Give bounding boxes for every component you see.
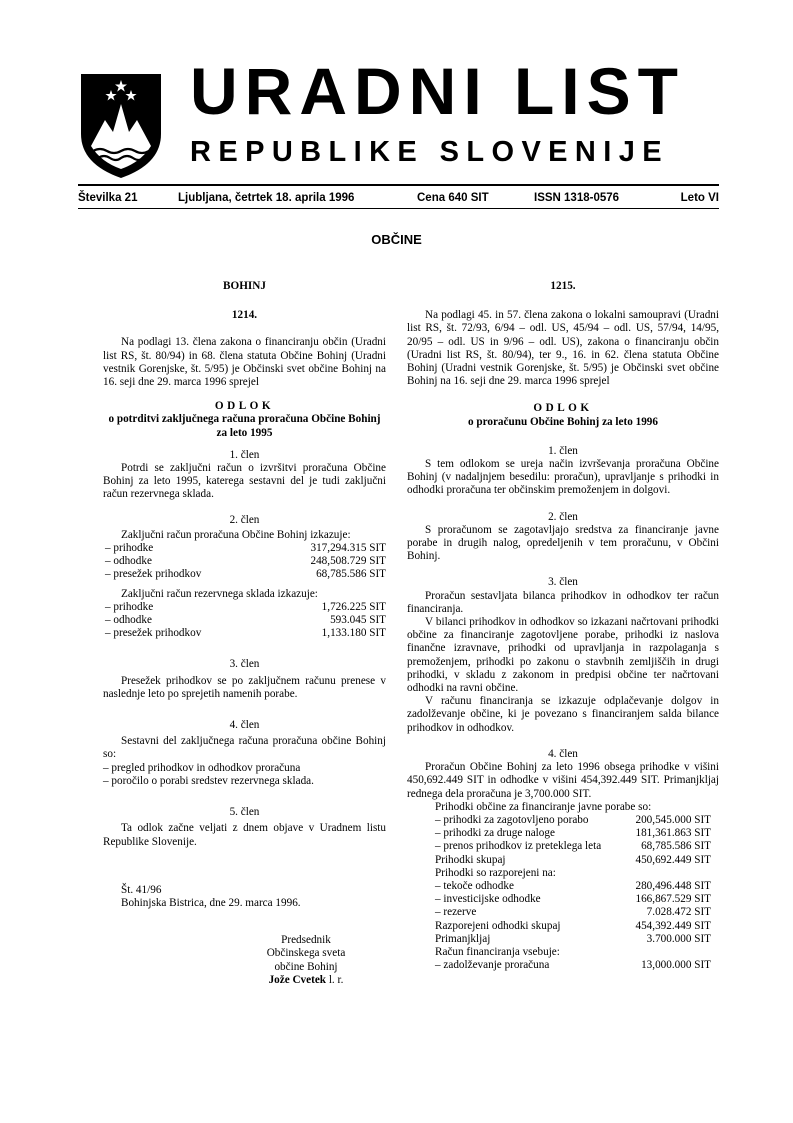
table-caption: Prihodki občine za financiranje javne porabe so: bbox=[435, 800, 652, 813]
odlok-title: ODLOK bbox=[533, 402, 593, 415]
reference-place-date: Bohinjska Bistrica, dne 29. marca 1996. bbox=[121, 896, 301, 909]
article-text: V računu financiranja se izkazuje odplačevanje dolgov in zadolževanje občine, ki je povezano s financiranjem salda bilance prihodkov in odhodkov. bbox=[407, 695, 719, 734]
table-caption: Račun financiranja vsebuje: bbox=[435, 945, 560, 958]
article-text: Sestavni del zaključnega računa proračuna občine Bohinj so: bbox=[103, 735, 386, 761]
table-row: – odhodke 593.045 SIT bbox=[105, 614, 386, 627]
article-heading: 5. člen bbox=[229, 806, 260, 819]
signature-role: občine Bohinj bbox=[274, 960, 338, 973]
issue-place-date: Ljubljana, četrtek 18. aprila 1996 bbox=[178, 192, 355, 204]
list-item: – poročilo o porabi sredstev rezervnega sklada. bbox=[103, 774, 314, 787]
issue-year: Leto VI bbox=[680, 192, 719, 204]
signature-role: Predsednik bbox=[281, 934, 331, 947]
article-text: S proračunom se zagotavljajo sredstva za financiranje javne porabe in drugih nalog, opredeljenih v tem proračunu, v Občini Bohinj. bbox=[407, 523, 719, 563]
table-row: – prenos prihodkov iz preteklega leta 68,785.586 SIT bbox=[435, 840, 711, 853]
issue-price: Cena 640 SIT bbox=[417, 192, 489, 204]
section-title: OBČINE bbox=[371, 232, 422, 247]
article-heading: 3. člen bbox=[229, 658, 260, 671]
article-text: V bilanci prihodkov in odhodkov so izkazani načrtovani prihodki občine za financiranje zagotovljene porabe, prihodki iz naslova finančne izravnave, prihodki od upravljanja in razpolaganja s premoženjem, prihodki po zakonu o stavbnih zemljiščih in drugi prihodki, v skladu z zakonom in predpisi občine ter načrtovani odhodki na ravni občine. bbox=[407, 616, 719, 695]
signature-block bbox=[223, 934, 389, 987]
right-column bbox=[407, 280, 719, 972]
signature-name: Jože Cvetek l. r. bbox=[268, 973, 344, 986]
article-heading: 1. člen bbox=[229, 448, 260, 461]
table-row: – presežek prihodkov 68,785.586 SIT bbox=[105, 568, 386, 581]
table-row: – prihodke 1,726.225 SIT bbox=[105, 600, 386, 613]
budget-table bbox=[407, 801, 719, 973]
article-text: S tem odlokom se ureja način izvrševanja proračuna Občine Bohinj (v nadaljnjem besedilu: proračun), upravljanje s prihodki in odhodki proračuna ter občinskim premoženjem in dolgovi. bbox=[407, 458, 719, 497]
article-text: Proračun Občine Bohinj za leto 1996 obsega prihodke v višini 450,692.449 SIT in odhodke v višini 454,392.449 SIT. Primanjkljaj rednega dela proračuna je 3,700.000 SIT. bbox=[407, 761, 719, 800]
meta-rule bbox=[78, 208, 719, 209]
table-row: – prihodke 317,294.315 SIT bbox=[105, 542, 386, 555]
odlok-title: ODLOK bbox=[214, 400, 275, 413]
article-heading: 1. člen bbox=[548, 444, 578, 457]
municipality-heading: BOHINJ bbox=[223, 280, 266, 292]
preamble: Na podlagi 13. člena zakona o financiranju občin (Uradni list RS, št. 80/94) in 68. člena statuta Občine Bohinj (Uradni vestnik Gorenjske, št. 5/95) je Občinski svet občine Bohinj na 16. seji dne 29. marca 1996 sprejel bbox=[103, 336, 386, 389]
amount-table bbox=[103, 542, 386, 582]
reference-number: Št. 41/96 bbox=[121, 883, 162, 896]
table-row: – prihodki za druge naloge 181,361.863 SIT bbox=[435, 827, 711, 840]
article-text: Potrdi se zaključni račun o izvršitvi proračuna Občine Bohinj za leto 1995, katerega sestavni del je tudi zaključni račun rezervnega sklada. bbox=[103, 462, 386, 501]
table-row: – zadolževanje proračuna 13,000.000 SIT bbox=[435, 959, 711, 972]
article-heading: 2. člen bbox=[548, 510, 578, 523]
article-text: Ta odlok začne veljati z dnem objave v Uradnem listu Republike Slovenije. bbox=[103, 822, 386, 848]
document-number: 1215. bbox=[550, 280, 576, 292]
issue-number: Številka 21 bbox=[78, 192, 138, 204]
article-text: Presežek prihodkov se po zaključnem računu prenese v naslednje leto po sprejetih namenih porabe. bbox=[103, 674, 386, 700]
article-text: Zaključni račun rezervnega sklada izkazuje: bbox=[121, 587, 318, 600]
table-row: Primanjkljaj 3.700.000 SIT bbox=[435, 932, 711, 945]
table-row: – tekoče odhodke 280,496.448 SIT bbox=[435, 879, 711, 892]
table-row: – prihodki za zagotovljeno porabo 200,545.000 SIT bbox=[435, 813, 711, 826]
table-row: – investicijske odhodke 166,867.529 SIT bbox=[435, 893, 711, 906]
coat-of-arms-logo bbox=[79, 72, 163, 180]
amount-table bbox=[103, 601, 386, 641]
table-caption: Prihodki so razporejeni na: bbox=[435, 866, 556, 879]
article-text: Proračun sestavljata bilanca prihodkov in odhodkov ter račun financiranja. bbox=[407, 589, 719, 615]
list-item: – pregled prihodkov in odhodkov proračuna bbox=[103, 761, 301, 774]
article-heading: 3. člen bbox=[548, 576, 578, 589]
table-row: – rezerve 7.028.472 SIT bbox=[435, 906, 711, 919]
table-row: – odhodke 248,508.729 SIT bbox=[105, 555, 386, 568]
issue-issn: ISSN 1318-0576 bbox=[534, 192, 620, 204]
left-column bbox=[103, 280, 386, 987]
article-heading: 4. člen bbox=[548, 747, 578, 760]
header-rule bbox=[78, 184, 719, 186]
table-row: Razporejeni odhodki skupaj 454,392.449 SIT bbox=[435, 919, 711, 932]
article-heading: 2. člen bbox=[229, 513, 260, 526]
table-row: Prihodki skupaj 450,692.449 SIT bbox=[435, 853, 711, 866]
odlok-subtitle: o proračunu Občine Bohinj za leto 1996 bbox=[468, 415, 658, 428]
table-row: – presežek prihodkov 1,133.180 SIT bbox=[105, 627, 386, 640]
publication-title: URADNI LIST bbox=[190, 54, 685, 128]
odlok-subtitle: o potrditvi zaključnega računa proračuna Občine Bohinj za leto 1995 bbox=[108, 413, 381, 439]
document-number: 1214. bbox=[231, 309, 258, 322]
article-heading: 4. člen bbox=[229, 719, 260, 732]
article-text: Zaključni račun proračuna Občine Bohinj izkazuje: bbox=[121, 528, 351, 541]
publication-subtitle: REPUBLIKE SLOVENIJE bbox=[190, 136, 669, 168]
signature-role: Občinskega sveta bbox=[266, 947, 346, 960]
preamble: Na podlagi 45. in 57. člena zakona o lokalni samoupravi (Uradni list RS, št. 72/93, 6/94 – odl. US, 45/94 – odl. US, 57/94, 14/95, 20/95 – odl. US in 9/96 – odl. US), zakona o financiranju občin (Uradni list RS, št. 80/94), ter 9., 16. in 62. člena statuta Občine Bohinj (Uradni vestnik Gorenjske, št. 5/95) je Občinski svet občine Bohinj na 16. seji dne 29. marca 1996 sprejel bbox=[407, 309, 719, 388]
